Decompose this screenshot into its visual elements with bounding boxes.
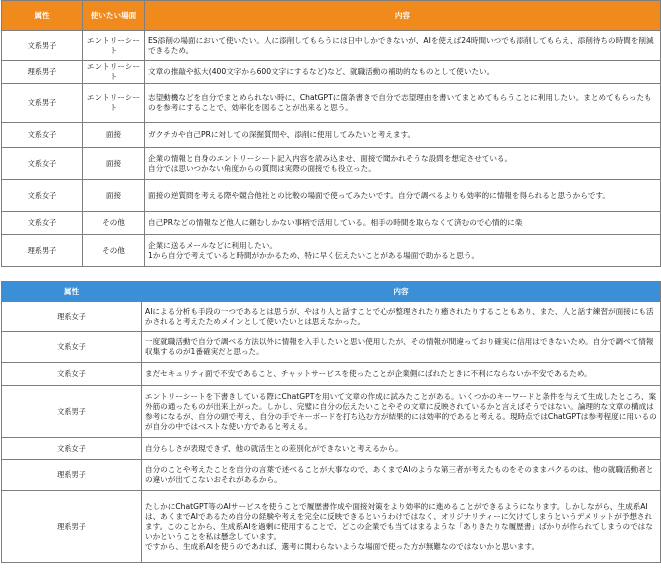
attr-cell: 文系男子	[2, 31, 83, 61]
content-cell: 企業の情報と自身のエントリーシート記入内容を読み込ませ、面接で聞かれそうな設問を想定させている。 自分では思いつかない角度からの質問は実際の面接でも役立った。	[145, 148, 661, 180]
table-row	[2, 491, 661, 563]
content-cell: 面接の逆質問を考える際や競合他社との比較の場面で使ってみたいです。自分で調べるよりも効率的に情報を得られると思うからです。	[145, 180, 661, 212]
content-header: 内容	[145, 1, 661, 31]
content-cell: 企業に送るメールなどに利用したい。 1から自分で考えていると時間がかかるため、特に早く伝えたいことがある場面で助かると思う。	[145, 235, 661, 267]
table-row	[2, 386, 661, 438]
table-row	[2, 438, 661, 460]
scene-cell: 面接	[83, 123, 145, 148]
content-cell: 自分のことや考えたことを自分の言葉で述べることが大事なので、あくまでAIのような第三者が考えたものをそのままパクるのは、他の就職活動者との違いが出てこないおそれがあるから。	[142, 460, 661, 491]
table-row	[2, 332, 661, 363]
table-row	[2, 84, 661, 123]
attr-cell: 文系男子	[2, 386, 142, 438]
table-row	[2, 61, 661, 84]
usage-scenes-table	[1, 0, 661, 267]
content-cell: ガクチカや自己PRに対しての深掘質問や、添削に使用してみたいと考えます。	[145, 123, 661, 148]
content-cell: ES添削の場面において使いたい。人に添削してもらうには日中しかできないが、AIを使えば24時間いつでも添削してもらえ、添削待ちの時間を削減できるため。	[145, 31, 661, 61]
table-row	[2, 235, 661, 267]
content-cell: 自己PRなどの情報など他人に頼むしかない事柄で活用している。相手の時間を取らなくて済むので心情的に楽	[145, 212, 661, 235]
table2-header-row	[2, 282, 661, 302]
content-cell: 文章の推敲や拡大(400文字から600文字にするなど)など、就職活動の補助的なものとして使いたい。	[145, 61, 661, 84]
attr-cell: 文系女子	[2, 332, 142, 363]
content-cell: たしかにChatGPT等のAIサービスを使うことで履歴書作成や面接対策をより効率的に進めることができるようになります。しかしながら、生成系AIは、あくまでAIであるため自分の経験や考えを完全に反映できるというわけではなく、オリジナリティーに欠けてしまうというデメリットが予想されます。このことから、生成系AIを過剰に使用することで、どこの企業でも当てはまるような「ありきたりな履歴書」ばかりが作られてしまうのではないかということを私は懸念しています。 ですから、生成系AIを使うのであれば、選考に関わらないような場面で使った方が無難なのではないかと思います。	[142, 491, 661, 563]
scene-cell: エントリーシート	[83, 84, 145, 123]
attr-cell: 文系男子	[2, 84, 83, 123]
table-row	[2, 302, 661, 332]
scene-cell: 面接	[83, 148, 145, 180]
attr-cell: 理系男子	[2, 491, 142, 563]
table-row	[2, 212, 661, 235]
attr-cell: 文系女子	[2, 363, 142, 386]
content-cell: エントリーシートを下書きしている際にChatGPTを用いて文章の作成に試みたことがある。いくつかのキーワードと条件を与えて生成したところ、案外筋の通ったものが出来上がった。しかし、完璧に自分の伝えたいことやその文章に反映されているかと言えばそうではない。論理的な文章の構成は参考になるが、自分の頭で考え、自分の手でキーボードを打ち込む方が結果的には効率的であると考える。現時点ではChatGPTは参考程度に用いるのが自分の中ではベストな使い方であると考える。	[142, 386, 661, 438]
content-header: 内容	[142, 282, 661, 302]
table-row	[2, 31, 661, 61]
attr-cell: 文系女子	[2, 438, 142, 460]
content-cell: まだセキュリティ面で不安であること、チャットサービスを使ったことが企業側にばれたときに不利にならないか不安であるため。	[142, 363, 661, 386]
attr-cell: 文系女子	[2, 148, 83, 180]
scene-header: 使いたい場面	[83, 1, 145, 31]
table1-header-row	[2, 1, 661, 31]
scene-cell: エントリーシート	[83, 61, 145, 84]
scene-cell: その他	[83, 235, 145, 267]
attr-cell: 理系男子	[2, 61, 83, 84]
scene-cell: その他	[83, 212, 145, 235]
table-row	[2, 180, 661, 212]
content-cell: 一度就職活動で自分で調べる方法以外に情報を入手したいと思い使用したが、その情報が間違っており確実に信用はできないため。自分で調べて情報収集するのが1番確実だと思った。	[142, 332, 661, 363]
attr-cell: 理系男子	[2, 460, 142, 491]
content-cell: 志望動機などを自分でまとめられない時に、ChatGPTに箇条書きで自分で志望理由を書いてまとめてもらうことに利用したい。まとめてもらったものを参考にすることで、効率化を図ることが出来ると思う。	[145, 84, 661, 123]
table-row	[2, 123, 661, 148]
attr-cell: 理系男子	[2, 235, 83, 267]
scene-cell: 面接	[83, 180, 145, 212]
attr-cell: 文系女子	[2, 180, 83, 212]
attr-cell: 文系女子	[2, 212, 83, 235]
attr-header: 属性	[2, 1, 83, 31]
scene-cell: エントリーシート	[83, 31, 145, 61]
attr-cell: 文系女子	[2, 123, 83, 148]
content-cell: 自分らしさが表現できず、他の就活生との差別化ができないと考えるから。	[142, 438, 661, 460]
table-row	[2, 363, 661, 386]
table-row	[2, 148, 661, 180]
table-row	[2, 460, 661, 491]
not-used-reasons-table	[1, 281, 661, 563]
attr-cell: 理系女子	[2, 302, 142, 332]
content-cell: AIによる分析も手段の一つであるとは思うが、やはり人と話すことで心が整理されたり癒されたりすることもあり、また、人と話す練習が面接にも活かされると考えたためメインとして使いたいとは思えなかった。	[142, 302, 661, 332]
attr-header: 属性	[2, 282, 142, 302]
